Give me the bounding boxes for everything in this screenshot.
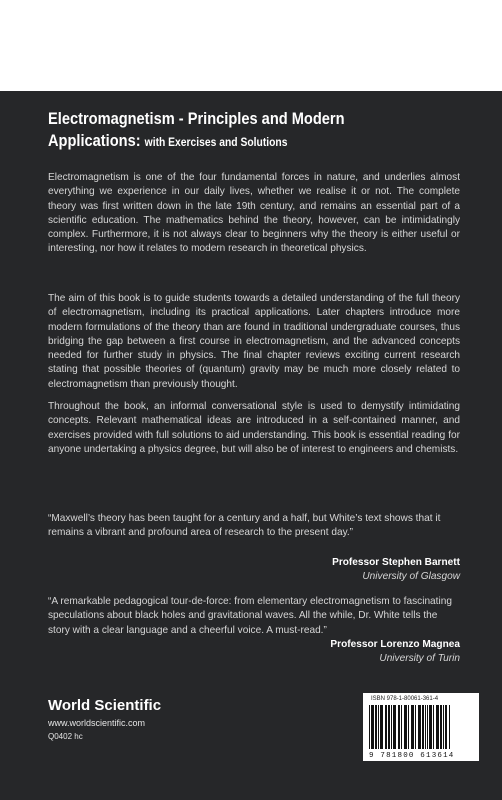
endorsement-attribution-2 [330,638,460,667]
barcode-bar [422,705,424,749]
isbn-label: ISBN 978-1-80061-361-4 [371,696,439,702]
barcode-bar [449,705,450,749]
endorser-institution-1: University of Glasgow [362,571,460,583]
barcode-bar [404,705,407,749]
product-code: Q0402 hc [48,732,83,741]
barcode-bar [398,705,400,749]
barcode-digits: 9 781800 613614 [369,752,455,760]
barcode-bar [440,705,442,749]
barcode-bar [371,705,374,749]
barcode-bar [385,705,387,749]
blurb-paragraph-1: Electromagnetism is one of the four fundamental forces in nature, and underlies almost everything we experience in our daily lives, whether we realise it or not. The complete theory was first written down in the late 19th century, and remains an essential part of a scientific education. The mathematics behind the theory, however, can be intimidatingly complex. Furthermore, it is not always clear to beginners why the theory is either useful or interesting, nor how it relates to modern research in theoretical physics. [48,172,460,255]
barcode-bars [369,705,473,749]
barcode-bar [388,705,390,749]
back-cover [0,91,502,800]
barcode-bar [369,705,370,749]
barcode-bar [391,705,392,749]
endorser-institution-2: University of Turin [379,653,460,665]
barcode-bar [443,705,444,749]
isbn-barcode [363,693,479,761]
barcode-bar [429,705,432,749]
endorsement-quote-2: “A remarkable pedagogical tour-de-force: from elementary electromagnetism to fascinating speculations about black holes and gravitational waves. All the while, Dr. White tells the story with a clear language and a cheerful voice. A must-read.” [48,596,452,636]
barcode-bar [445,705,447,749]
barcode-bar [418,705,421,749]
barcode-bar [380,705,383,749]
endorsement-quote-1: “Maxwell’s theory has been taught for a century and a half, but White’s text shows that it remains a vibrant and profound area of research to the present day.” [48,513,441,539]
blurb-paragraph-3: Throughout the book, an informal conversational style is used to demystify intimidating concepts. Relevant mathematical ideas are introduced in a self-contained manner, and exercises provided with full solutions to aid understanding. This book is essential reading for anyone undertaking a physics degree, but will also be of interest to engineers and chemists. [48,401,460,455]
book-title [48,108,409,153]
title-line-1: Electromagnetism - Principles and Modern [48,109,345,128]
endorser-name-2: Professor Lorenzo Magnea [330,639,460,650]
barcode-bar [427,705,428,749]
barcode-bar [415,705,416,749]
blurb-paragraph-2: The aim of this book is to guide students towards a detailed understanding of the full theory of electromagnetism, including its practical applications. Later chapters introduce more modern formulations of the theory than are found in traditional undergraduate courses, thus bridging the gap between a first course in electromagnetism, and the advanced concepts needed for further study in physics. The final chapter reviews exciting current research stating that possible theories of (quantum) gravity may be much more closely related to electromagnetism than previously thought. [48,293,460,390]
barcode-bar [375,705,377,749]
barcode-bar [408,705,409,749]
barcode-bar [433,705,434,749]
endorser-name-1: Professor Stephen Barnett [332,557,460,568]
barcode-bar [401,705,402,749]
title-line-2-main: Applications: [48,131,141,150]
publisher-block [48,697,161,742]
title-line-2 [48,130,409,153]
endorsement-attribution-1 [332,556,460,585]
barcode-bar [411,705,414,749]
barcode-bar [436,705,439,749]
publisher-url: www.worldscientific.com [48,718,146,728]
title-subtitle: with Exercises and Solutions [144,135,288,149]
publisher-name: World Scientific [48,697,162,714]
barcode-bar [393,705,396,749]
barcode-bar [378,705,379,749]
barcode-bar [425,705,426,749]
